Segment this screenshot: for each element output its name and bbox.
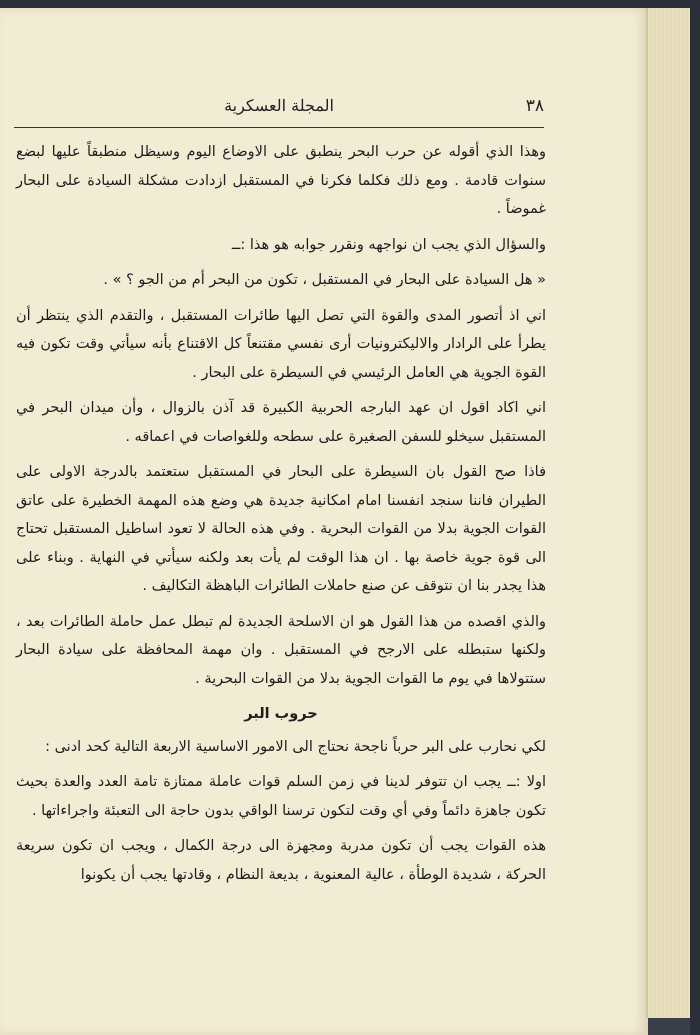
article-body: [16, 138, 546, 896]
paragraph: وهذا الذي أقوله عن حرب البحر ينطبق على الاوضاع اليوم وسيظل منطبقاً عليها لبضع سنوات قادمة . ومع ذلك فكلما فكرنا في المستقبل ازدادت مشكلة السيادة على البحار غموضاً .: [16, 144, 546, 217]
paragraph: والسؤال الذي يجب ان نواجهه ونقرر جوابه هو هذا :ــ: [231, 236, 546, 253]
paragraph: اني اكاد اقول ان عهد البارجه الحربية الكبيرة قد آذن بالزوال ، وأن ميدان البحر في المستقبل سيخلو للسفن الصغيرة على سطحه وللغواصات في اعماقه .: [16, 400, 546, 445]
paragraph: هذه القوات يجب أن تكون مدربة ومجهزة الى درجة الكمال ، ويجب ان تكون سريعة الحركة ، شديدة الوطأة ، عالية المعنوية ، بديعة النظام ، وقادتها يجب أن يكونوا: [16, 838, 546, 883]
page-number: ٣٨: [525, 96, 544, 116]
journal-title: المجلة العسكرية: [224, 96, 334, 115]
section-subheading: حروب البر: [244, 706, 318, 722]
scanner-top-strip: [0, 0, 700, 8]
page-stack-edge: [646, 8, 692, 1018]
paragraph: والذي اقصده من هذا القول هو ان الاسلحة الجديدة لم تبطل عمل حاملة الطائرات بعد ، ولكنها ستبطله على الارجح في المستقبل . وان مهمة المحافظة على سيادة البحار ستتولاها في يوم ما القوات الجوية بدلا من القوات البحرية .: [16, 613, 546, 687]
scanner-side-strip: [690, 8, 700, 1035]
header-rule: [14, 127, 544, 128]
running-header: [14, 96, 544, 122]
paragraph: فاذا صح القول بان السيطرة على البحار في المستقبل ستعتمد بالدرجة الاولى على الطيران فاننا سنجد انفسنا امام امكانية جديدة هي وضع هذه المهمة الخطيرة على عاتق القوات الجوية بدلا من القوات البحرية . وفي هذه الحالة لا تعود اساطيل المستقبل تحتاج الى قوة جوية خاصة بها . ان هذا الوقت لم يأت بعد ولكنه سيأتي في النهاية . وبناء على هذا يجدر بنا ان نتوقف عن صنع حاملات الطائرات الباهظة التكاليف .: [16, 464, 546, 594]
paragraph: اني اذ أتصور المدى والقوة التي تصل اليها طائرات المستقبل ، والتقدم الذي ينتظر أن يطرأ على الرادار والاليكترونيات أرى نفسي مقتنعاً كل الاقتناع بأنه سيأتي وقت تكون فيه القوة الجوية هي العامل الرئيسي في السيطرة على البحار .: [16, 307, 546, 381]
paragraph: « هل السيادة على البحار في المستقبل ، تكون من البحر أم من الجو ؟ » .: [103, 272, 546, 288]
paragraph: اولا :ــ يجب ان تتوفر لدينا في زمن السلم قوات عاملة ممتازة تامة العدد والعدة بحيث تكون جاهزة دائماً وفي أي وقت لتكون ترسنا الواقي بدون حاجة الى التعبئة واجراءاتها .: [16, 774, 546, 819]
paragraph: لكي نحارب على البر حرباً ناجحة نحتاج الى الامور الاساسية الاربعة التالية كحد ادنى :: [45, 738, 546, 755]
